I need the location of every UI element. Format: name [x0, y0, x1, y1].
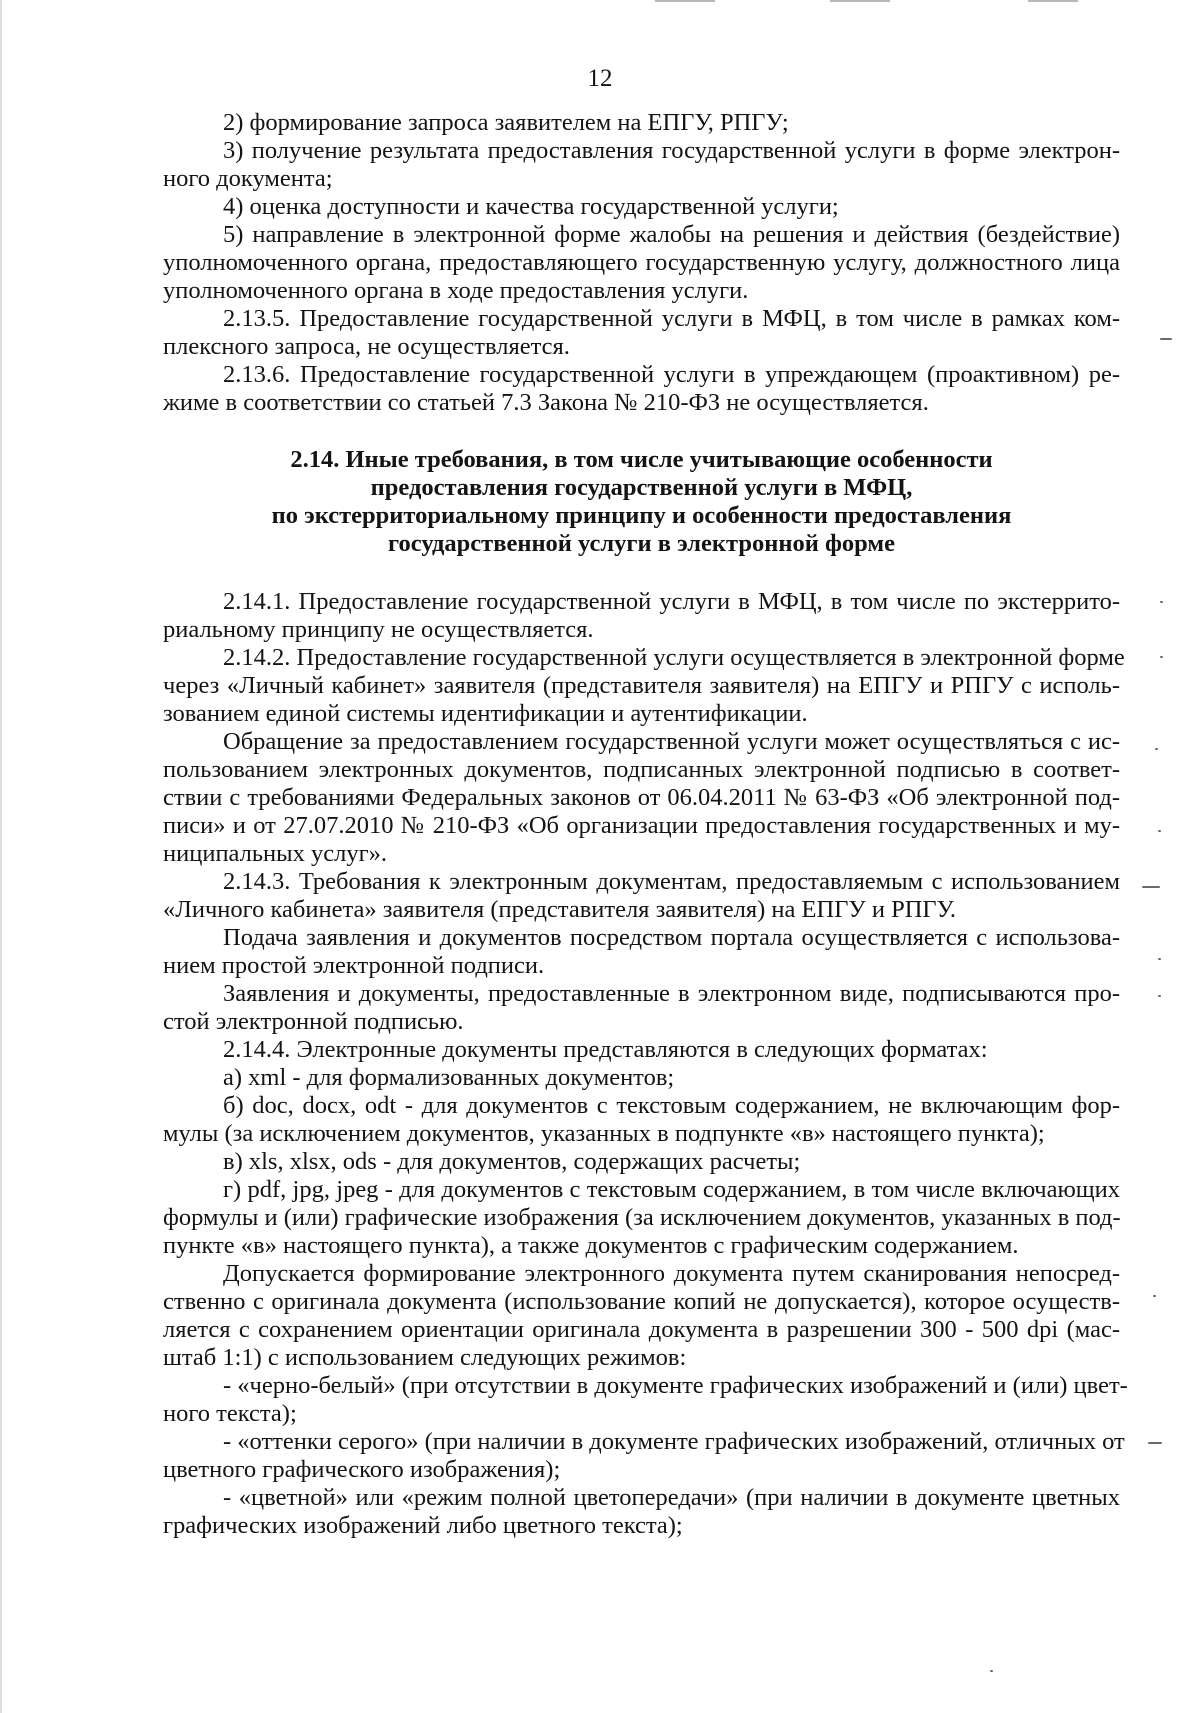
scan-edge [0, 0, 2, 1713]
paragraph-line: ного текста); [163, 1400, 297, 1427]
paragraph-line: в) xls, xlsx, ods - для документов, содержащих расчеты; [223, 1148, 801, 1175]
scan-artifact [1160, 656, 1163, 658]
paragraph-line: Допускается формирование электронного документа путем сканирования непосред- [223, 1260, 1120, 1287]
scan-artifact [1153, 1295, 1156, 1297]
paragraph-line: Заявления и документы, предоставленные в электронном виде, подписываются про- [223, 980, 1120, 1007]
paragraph-line: ляется с сохранением ориентации оригинала документа в разрешении 300 - 500 dpi (мас- [163, 1316, 1120, 1343]
paragraph-line: 5) направление в электронной форме жалобы на решения и действия (бездействие) [223, 221, 1120, 248]
paragraph-line: 2.13.6. Предоставление государственной услуги в упреждающем (проактивном) ре- [223, 361, 1120, 388]
scan-artifact [830, 0, 890, 2]
paragraph-line: ственно с оригинала документа (использование копий не допускается), которое осуществ- [163, 1288, 1120, 1315]
paragraph-line: формулы и (или) графические изображения (за исключением документов, указанных в под- [163, 1204, 1121, 1231]
paragraph-line: б) doc, docx, odt - для документов с текстовым содержанием, не включающим фор- [223, 1092, 1120, 1119]
scan-artifact [1028, 0, 1078, 2]
page-number: 12 [587, 65, 613, 92]
paragraph-line: уполномоченного органа в ходе предоставления услуги. [163, 277, 749, 304]
section-heading: государственной услуги в электронной форме [388, 530, 895, 557]
paragraph-line: а) xml - для формализованных документов; [223, 1064, 675, 1091]
paragraph-line: 2.14.1. Предоставление государственной услуги в МФЦ, в том числе по экстеррито- [223, 588, 1120, 615]
paragraph-line: через «Личный кабинет» заявителя (представителя заявителя) на ЕПГУ и РПГУ с исполь- [163, 672, 1120, 699]
paragraph-line: графических изображений либо цветного текста); [163, 1512, 683, 1539]
paragraph-line: пользованием электронных документов, подписанных электронной подписью в соответ- [163, 756, 1120, 783]
paragraph-line: пункте «в» настоящего пункта), а также документов с графическим содержанием. [163, 1232, 1019, 1259]
paragraph-line: 3) получение результата предоставления государственной услуги в форме электрон- [223, 137, 1120, 164]
scan-artifact [1148, 1442, 1162, 1444]
paragraph-line: 2.14.2. Предоставление государственной услуги осуществляется в электронной форме [223, 644, 1125, 671]
scan-artifact [1158, 830, 1161, 832]
scan-artifact [1160, 601, 1163, 603]
scan-artifact [1158, 958, 1161, 960]
paragraph-line: уполномоченного органа, предоставляющего государственную услугу, должностного лица [163, 249, 1120, 276]
scan-artifact [1160, 338, 1172, 340]
paragraph-line: цветного графического изображения); [163, 1456, 561, 1483]
paragraph-line: - «цветной» или «режим полной цветопередачи» (при наличии в документе цветных [223, 1484, 1120, 1511]
paragraph-line: Подача заявления и документов посредством портала осуществляется с использова- [223, 924, 1120, 951]
section-heading: по экстерриториальному принципу и особенности предоставления [271, 502, 1012, 529]
paragraph-line: «Личного кабинета» заявителя (представителя заявителя) на ЕПГУ и РПГУ. [163, 896, 957, 923]
paragraph-line: штаб 1:1) с использованием следующих режимов: [163, 1344, 687, 1371]
scan-artifact [990, 1670, 993, 1672]
paragraph-line: писи» и от 27.07.2010 № 210-ФЗ «Об организации предоставления государственных и му- [163, 812, 1120, 839]
paragraph-line: зованием единой системы идентификации и аутентификации. [163, 700, 808, 727]
section-heading: предоставления государственной услуги в МФЦ, [370, 474, 913, 501]
paragraph-line: 2.14.4. Электронные документы представляются в следующих форматах: [223, 1036, 988, 1063]
paragraph-line: Обращение за предоставлением государственной услуги может осуществляться с ис- [223, 728, 1120, 755]
section-heading: 2.14. Иные требования, в том числе учитывающие особенности [290, 446, 993, 473]
paragraph-line: ного документа; [163, 165, 333, 192]
paragraph-line: 2.14.3. Требования к электронным документам, предоставляемым с использованием [223, 868, 1120, 895]
paragraph-line: 2.13.5. Предоставление государственной услуги в МФЦ, в том числе в рамках ком- [223, 305, 1120, 332]
scan-artifact [1155, 748, 1158, 750]
paragraph-line: мулы (за исключением документов, указанных в подпункте «в» настоящего пункта); [163, 1120, 1045, 1147]
paragraph-line: - «оттенки серого» (при наличии в документе графических изображений, отличных от [223, 1428, 1125, 1455]
scan-artifact [655, 0, 715, 2]
paragraph-line: - «черно-белый» (при отсутствии в документе графических изображений и (или) цвет- [223, 1372, 1128, 1399]
paragraph-line: 4) оценка доступности и качества государственной услуги; [223, 193, 839, 220]
paragraph-line: ствии с требованиями Федеральных законов от 06.04.2011 № 63-ФЗ «Об электронной под- [163, 784, 1120, 811]
paragraph-line: г) pdf, jpg, jpeg - для документов с текстовым содержанием, в том числе включающих [223, 1176, 1120, 1203]
paragraph-line: риальному принципу не осуществляется. [163, 616, 594, 643]
paragraph-line: плексного запроса, не осуществляется. [163, 333, 570, 360]
scan-artifact [1158, 995, 1161, 997]
paragraph-line: 2) формирование запроса заявителем на ЕПГУ, РПГУ; [223, 109, 789, 136]
paragraph-line: стой электронной подписью. [163, 1008, 464, 1035]
paragraph-line: жиме в соответствии со статьей 7.3 Закона № 210-ФЗ не осуществляется. [163, 389, 929, 416]
scan-artifact [1142, 886, 1160, 888]
paragraph-line: нием простой электронной подписи. [163, 952, 545, 979]
paragraph-line: ниципальных услуг». [163, 840, 388, 867]
